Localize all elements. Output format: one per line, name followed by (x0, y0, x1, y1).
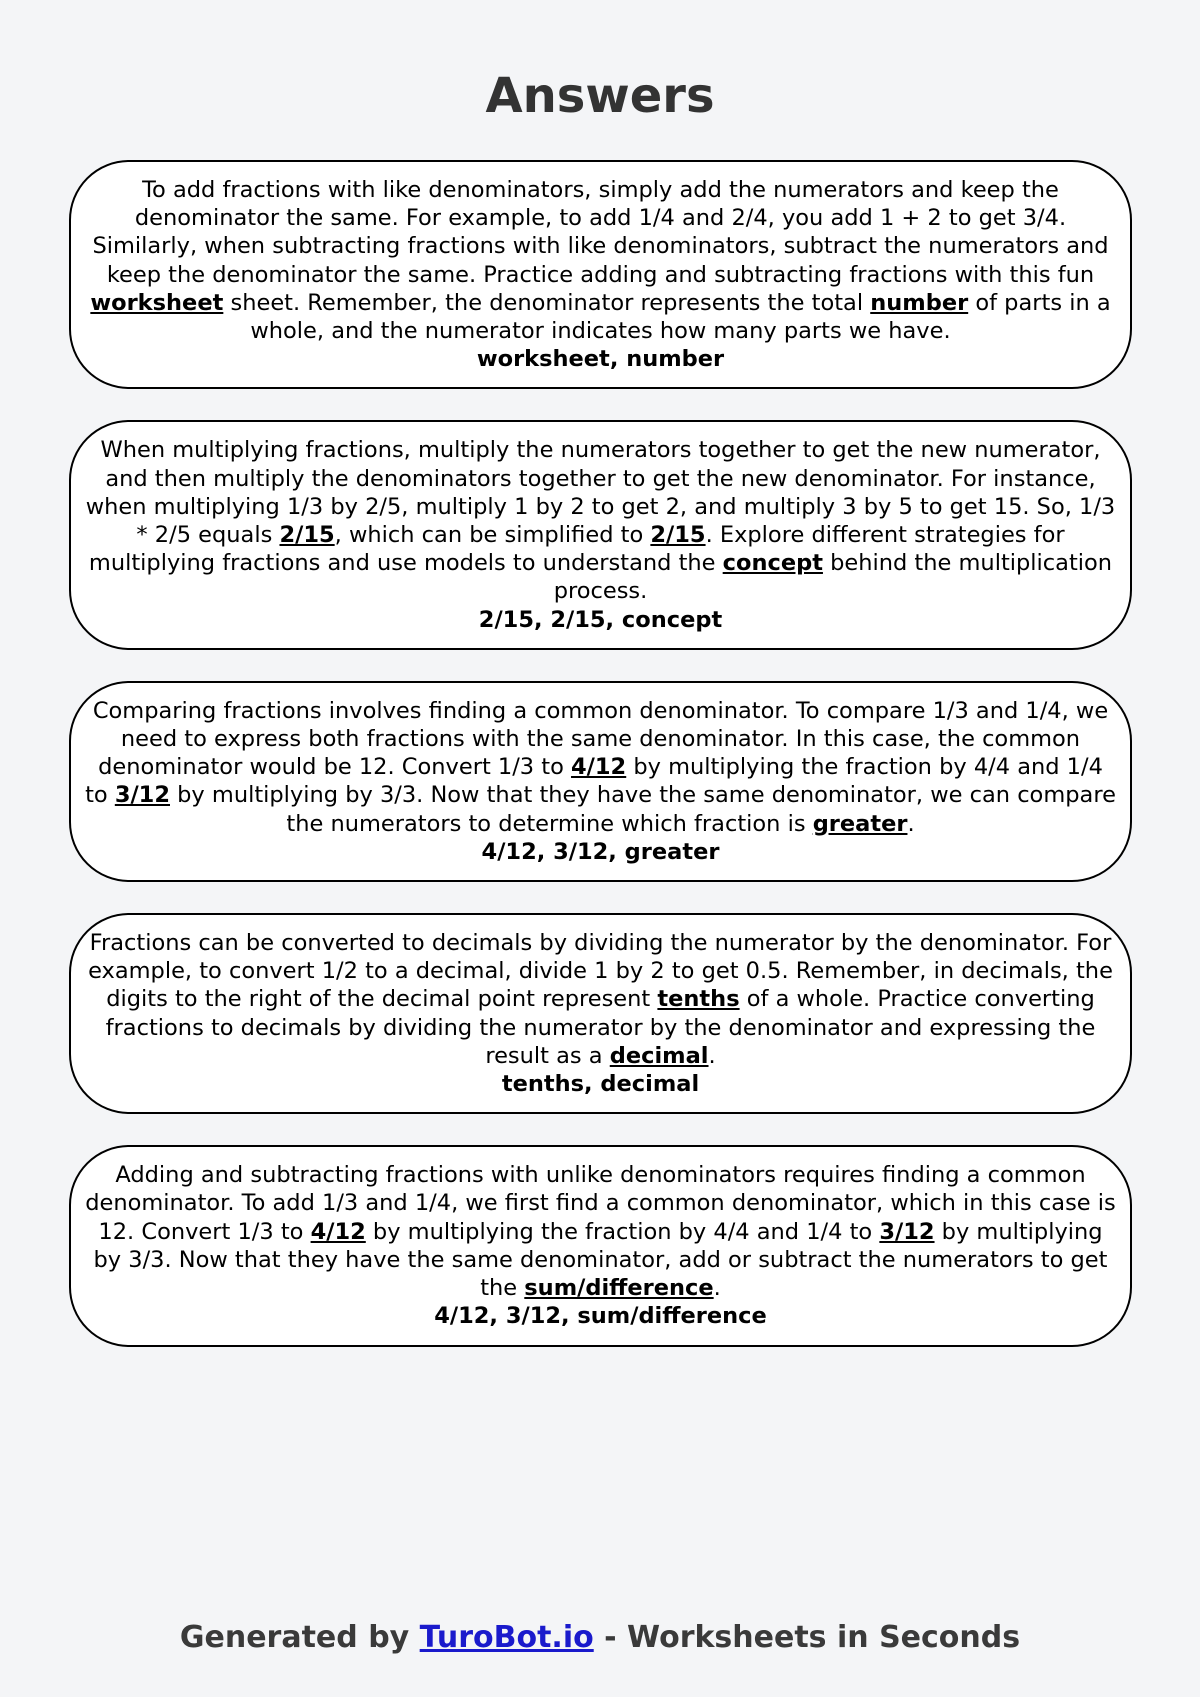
card-text (85, 1161, 1116, 1302)
text-segment: behind the multiplication process. (553, 550, 1113, 605)
footer-prefix: Generated by (179, 1620, 420, 1655)
answer-list: 4/12, 3/12, sum/difference (434, 1303, 767, 1330)
answer-word: 4/12 (571, 754, 627, 781)
text-segment: of a whole. Practice converting fractions to decimals by dividing the numerator by the denominator and expressing the result as a (105, 986, 1096, 1069)
answer-cards (69, 160, 1132, 1378)
answer-word: worksheet (90, 289, 224, 316)
card-text (85, 176, 1116, 345)
text-segment: Comparing fractions involves finding a common denominator. To compare 1/3 and 1/4, we need to express both fractions with the same denominator. In this case, the common denominator would be 12. Convert 1/3 to (92, 697, 1109, 781)
answer-word: 4/12 (310, 1218, 366, 1245)
answer-list: 2/15, 2/15, concept (478, 606, 723, 633)
text-segment: . (907, 810, 915, 837)
card-text (85, 929, 1116, 1070)
text-segment: of parts in a whole, and the numerator indicates how many parts we have. (250, 289, 1111, 345)
answer-card (69, 681, 1132, 882)
text-segment: To add fractions with like denominators, simply add the numerators and keep the denominator the same. For example, to add 1/4 and 2/4, you add 1 + 2 to get 3/4. Similarly, when subtracting fractions with like denominators, subtract the numerators and keep the denominator the same. Practice adding and subtracting fractions with this fun (92, 177, 1109, 288)
answer-word: number (870, 289, 969, 316)
text-segment: , which can be simplified to (334, 522, 651, 549)
answer-card (69, 420, 1132, 649)
text-segment: When multiplying fractions, multiply the numerators together to get the new numerator, and then multiply the denominators together to get the new denominator. For instance, when multiplying 1/3 by 2/5, multiply 1 by 2 to get 2, and multiply 3 by 5 to get 15. So, 1/3 * 2/5 equals (85, 437, 1116, 549)
answer-word: 3/12 (114, 782, 170, 809)
answer-word: concept (722, 550, 823, 577)
text-segment: Fractions can be converted to decimals by dividing the numerator by the denominator. For example, to convert 1/2 to a decimal, divide 1 by 2 to get 0.5. Remember, in decimals, the digits to the right of the decimal point represent (88, 930, 1113, 1013)
text-segment: by multiplying the fraction by 4/4 and 1/4 to (85, 754, 1103, 809)
answer-card (69, 160, 1132, 389)
answer-word: 2/15 (279, 522, 335, 549)
text-segment: . (708, 1042, 716, 1069)
answer-word: 3/12 (879, 1218, 935, 1245)
text-segment: . Explore different strategies for multiplying fractions and use models to understand the (88, 522, 1065, 577)
answer-list: worksheet, number (476, 346, 725, 373)
text-segment: sheet. Remember, the denominator represents the total (223, 289, 871, 316)
card-text (85, 697, 1116, 838)
answer-list: 4/12, 3/12, greater (481, 838, 720, 865)
answer-card (69, 913, 1132, 1114)
answer-card (69, 1145, 1132, 1346)
turobot-link[interactable]: TuroBot.io (419, 1620, 594, 1655)
card-text (85, 436, 1116, 605)
footer-suffix: - Worksheets in Seconds (593, 1620, 1021, 1655)
footer (0, 1620, 1200, 1655)
text-segment: by multiplying by 3/3. Now that they have the same denominator, we can compare the numerators to determine which fraction is (170, 782, 1116, 837)
answer-word: decimal (609, 1042, 709, 1069)
page-title: Answers (485, 68, 715, 124)
answer-list: tenths, decimal (501, 1071, 700, 1098)
answer-word: 2/15 (650, 522, 706, 549)
text-segment: . (713, 1275, 721, 1302)
text-segment: by multiplying the fraction by 4/4 and 1/4 to (365, 1218, 880, 1245)
answer-word: greater (812, 810, 908, 837)
answer-word: sum/difference (524, 1275, 714, 1302)
text-segment: by multiplying by 3/3. Now that they have the same denominator, add or subtract the numerators to get the (93, 1218, 1108, 1302)
answer-word: tenths (657, 986, 740, 1013)
text-segment: Adding and subtracting fractions with unlike denominators requires finding a common denominator. To add 1/3 and 1/4, we first find a common denominator, which in this case is 12. Convert 1/3 to (85, 1162, 1116, 1245)
